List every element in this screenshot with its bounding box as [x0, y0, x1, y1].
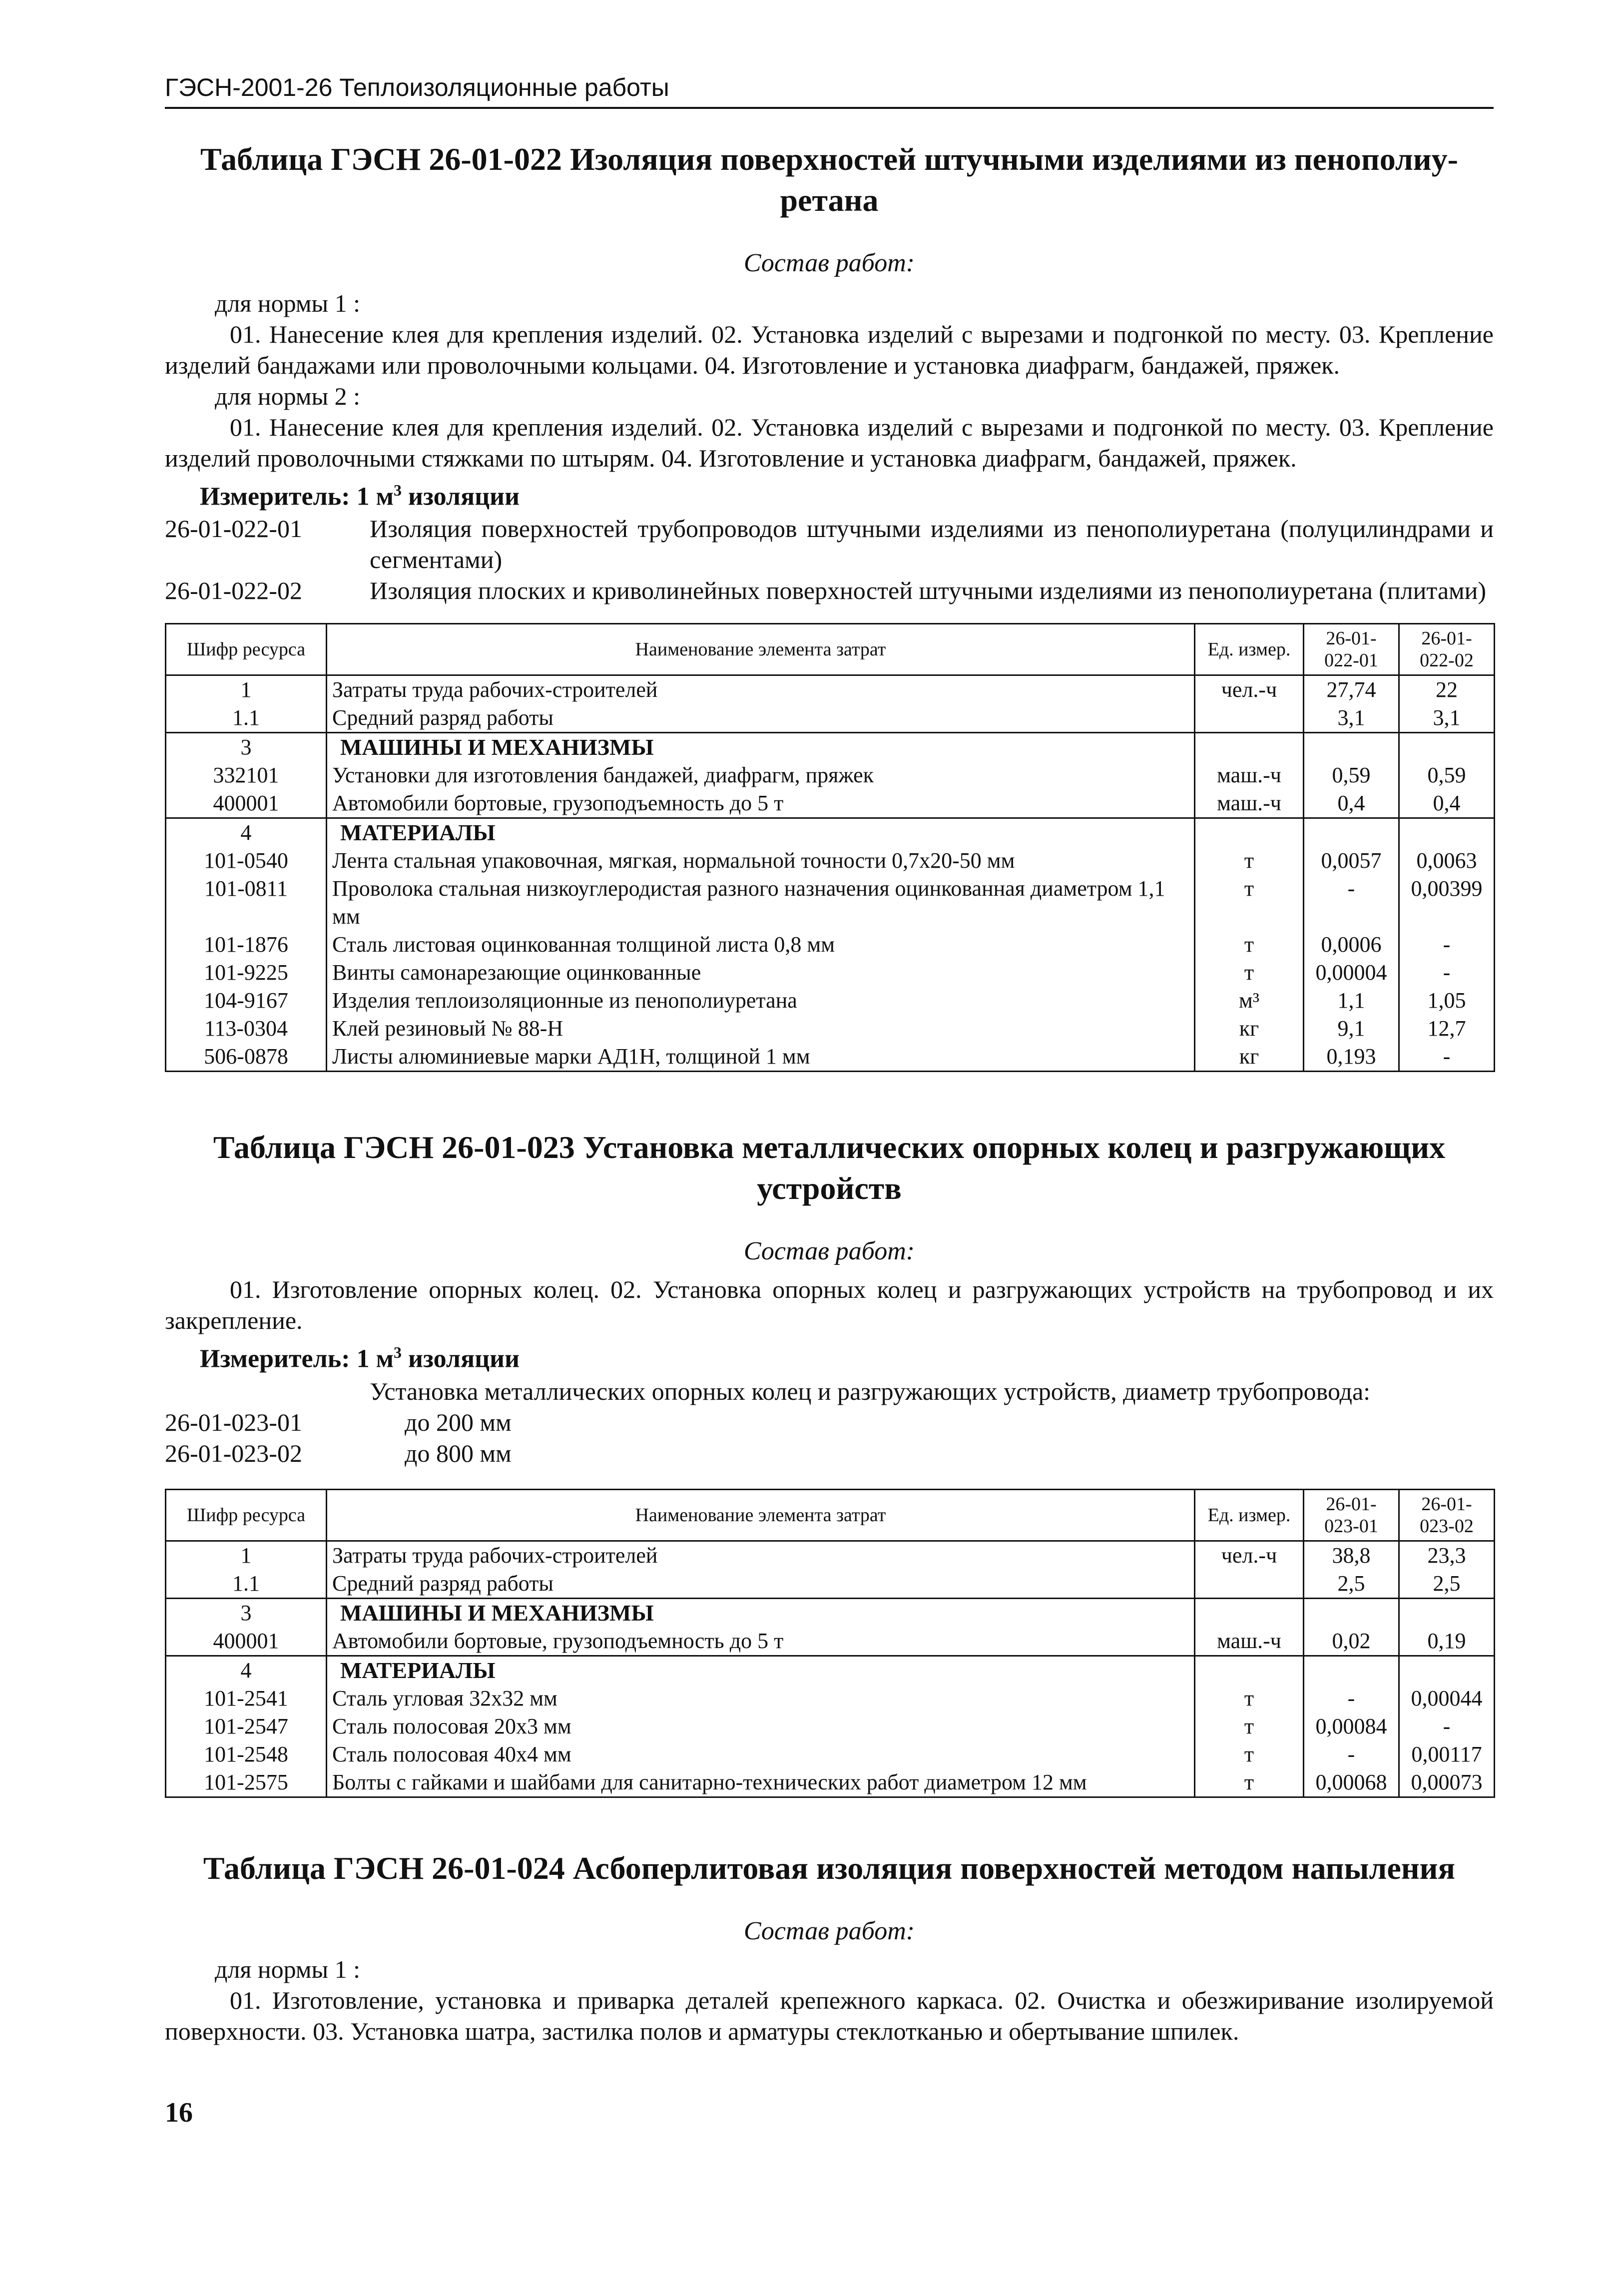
cell-norm2: -: [1399, 1043, 1495, 1072]
cell-norm1: [1304, 1598, 1399, 1627]
table-row: [166, 1740, 1495, 1768]
cell-unit: [1195, 733, 1304, 762]
cell-code: 1: [166, 675, 327, 704]
cell-code: 101-2548: [166, 1740, 327, 1768]
cell-section-title: МАШИНЫ И МЕХАНИЗМЫ: [327, 733, 1195, 762]
cell-name: Винты самонарезающие оцинкованные: [327, 959, 1195, 987]
document-page: [165, 70, 1494, 2129]
table-023-title-line1: Таблица ГЭСН 26-01-023 Установка металлических опорных колец и разгружающих: [213, 1130, 1446, 1165]
cell-norm1: 0,193: [1304, 1043, 1399, 1072]
cell-norm1: 38,8: [1304, 1541, 1399, 1570]
table-022-measure: Измеритель: 1 $м^3$ изоляции: [200, 481, 520, 511]
cell-code: 332101: [166, 761, 327, 789]
cell-unit: [1195, 1656, 1304, 1685]
cell-norm1: 0,00068: [1304, 1768, 1399, 1797]
cell-norm1: [1304, 1656, 1399, 1685]
cell-code: 1.1: [166, 1570, 327, 1599]
cell-unit: т: [1195, 875, 1304, 931]
cell-norm1: [1304, 733, 1399, 762]
cell-name: Болты с гайками и шайбами для санитарно-технических работ диаметром 12 мм: [327, 1768, 1195, 1797]
cell-norm1: 3,1: [1304, 704, 1399, 733]
cell-unit: м³: [1195, 987, 1304, 1015]
cell-code: 101-9225: [166, 959, 327, 987]
cell-norm1: -: [1304, 1685, 1399, 1712]
cell-unit: т: [1195, 931, 1304, 959]
cell-norm2: -: [1399, 1712, 1495, 1740]
cell-norm2: 0,4: [1399, 789, 1495, 818]
cell-norm1: 0,00004: [1304, 959, 1399, 987]
norm-code-line: [165, 1407, 1494, 1438]
table-024-norm1-label: для нормы 1 :: [215, 1955, 361, 1983]
cell-norm1: 0,02: [1304, 1627, 1399, 1656]
cell-name: Средний разряд работы: [327, 1570, 1195, 1599]
table-023-code-list: [165, 1407, 1494, 1469]
cell-norm1: 1,1: [1304, 987, 1399, 1015]
cell-unit: т: [1195, 1712, 1304, 1740]
table-row: [166, 931, 1495, 959]
norm-description: до 800 мм: [405, 1439, 512, 1467]
table-row: [166, 1541, 1495, 1570]
cell-name: Листы алюминиевые марки АД1Н, толщиной 1 мм: [327, 1043, 1195, 1072]
cell-name: Изделия теплоизоляционные из пенополиуретана: [327, 987, 1195, 1015]
cell-code: 3: [166, 733, 327, 762]
cell-name: Сталь листовая оцинкованная толщиной листа 0,8 мм: [327, 931, 1195, 959]
table-022-norm2-text: 01. Нанесение клея для крепления изделий. 02. Установка изделий с вырезами и подгонкой по месту. 03. Крепление изделий проволочными стяжками по штырям. 04. Изготовление и установка диафрагм, бандажей, пряжек.: [165, 413, 1494, 472]
section-table-022: [165, 139, 1494, 1072]
table-row: [166, 1627, 1495, 1656]
table-022-header-row: [166, 624, 1495, 675]
cell-name: Лента стальная упаковочная, мягкая, нормальной точности 0,7х20-50 мм: [327, 847, 1195, 875]
col-header-norm2: 26-01-023-02: [1399, 1489, 1495, 1541]
cell-code: 101-2547: [166, 1712, 327, 1740]
cell-norm2: 0,00073: [1399, 1768, 1495, 1797]
table-row: [166, 987, 1495, 1015]
cell-section-title: МАТЕРИАЛЫ: [327, 1656, 1195, 1685]
cell-norm1: 2,5: [1304, 1570, 1399, 1599]
col-header-name: Наименование элемента затрат: [327, 624, 1195, 675]
col-header-norm2: 26-01-022-02: [1399, 624, 1495, 675]
col-header-code: Шифр ресурса: [166, 624, 327, 675]
table-section-row: [166, 818, 1495, 847]
cell-code: 400001: [166, 1627, 327, 1656]
cell-norm2: -: [1399, 931, 1495, 959]
cell-norm2: 12,7: [1399, 1015, 1495, 1043]
cell-unit: кг: [1195, 1043, 1304, 1072]
cell-norm2: [1399, 1598, 1495, 1627]
norm-description: Изоляция поверхностей трубопроводов штучными изделиями из пенополиуретана (полуцилиндрами и сегментами): [370, 515, 1494, 574]
table-024-sostav-heading: Состав работ:: [743, 1916, 915, 1945]
cell-section-title: МАШИНЫ И МЕХАНИЗМЫ: [327, 1598, 1195, 1627]
cell-norm1: 0,0006: [1304, 931, 1399, 959]
page-number: 16: [165, 2097, 193, 2128]
cell-unit: [1195, 704, 1304, 733]
col-header-name: Наименование элемента затрат: [327, 1489, 1195, 1541]
cell-name: Проволока стальная низкоуглеродистая разного назначения оцинкованная диаметром 1,1 мм: [327, 875, 1195, 931]
cell-section-title: МАТЕРИАЛЫ: [327, 818, 1195, 847]
cell-norm2: 0,0063: [1399, 847, 1495, 875]
cell-code: 1: [166, 1541, 327, 1570]
cell-code: 506-0878: [166, 1043, 327, 1072]
table-023-title-line2: устройств: [757, 1170, 902, 1206]
table-022-title-line1: Таблица ГЭСН 26-01-022 Изоляция поверхностей штучными изделиями из пенополиу-: [200, 141, 1458, 177]
cell-norm2: 0,00117: [1399, 1740, 1495, 1768]
cell-code: 101-0811: [166, 875, 327, 931]
table-022-title-line2: ретана: [780, 182, 879, 218]
cell-norm1: 9,1: [1304, 1015, 1399, 1043]
cell-unit: [1195, 818, 1304, 847]
table-023-sostav-heading: Состав работ:: [743, 1237, 915, 1266]
cell-norm2: 3,1: [1399, 704, 1495, 733]
table-023-header-row: [166, 1489, 1495, 1541]
col-header-norm1: 26-01-023-01: [1304, 1489, 1399, 1541]
cell-name: Автомобили бортовые, грузоподъемность до 5 т: [327, 1627, 1195, 1656]
table-022-title: [165, 139, 1494, 221]
cell-unit: т: [1195, 1685, 1304, 1712]
cell-norm2: 2,5: [1399, 1570, 1495, 1599]
norm-code-line: [165, 575, 1494, 606]
table-023-title: [165, 1127, 1494, 1209]
cell-code: 4: [166, 1656, 327, 1685]
table-022-norm1-label: для нормы 1 :: [215, 289, 361, 317]
cell-code: 101-1876: [166, 931, 327, 959]
section-table-024: [165, 1848, 1494, 2047]
table-row: [166, 1570, 1495, 1599]
table-row: [166, 704, 1495, 733]
table-024-title: Таблица ГЭСН 26-01-024 Асбоперлитовая изоляция поверхностей методом напыления: [203, 1850, 1456, 1886]
cell-norm2: 23,3: [1399, 1541, 1495, 1570]
cell-norm1: 0,0057: [1304, 847, 1399, 875]
col-header-unit: Ед. измер.: [1195, 624, 1304, 675]
table-row: [166, 761, 1495, 789]
cell-name: Затраты труда рабочих-строителей: [327, 675, 1195, 704]
cell-unit: т: [1195, 1740, 1304, 1768]
table-023-grid: [165, 1489, 1495, 1798]
section-table-023: [165, 1127, 1494, 1797]
table-row: [166, 675, 1495, 704]
cell-norm1: 0,00084: [1304, 1712, 1399, 1740]
cell-norm1: [1304, 818, 1399, 847]
col-header-code: Шифр ресурса: [166, 1489, 327, 1541]
cell-code: 104-9167: [166, 987, 327, 1015]
table-section-row: [166, 1656, 1495, 1685]
table-row: [166, 1685, 1495, 1712]
cell-unit: т: [1195, 847, 1304, 875]
col-header-unit: Ед. измер.: [1195, 1489, 1304, 1541]
table-024-norm1-text: 01. Изготовление, установка и приварка деталей крепежного каркаса. 02. Очистка и обезжиривание изолируемой поверхности. 03. Установка шатра, застилка полов и арматуры стеклотканью и обертывание шпилек.: [165, 1986, 1494, 2045]
cell-code: 4: [166, 818, 327, 847]
cell-norm2: [1399, 818, 1495, 847]
norm-code-line: [165, 1438, 1494, 1469]
running-header: ГЭСН-2001-26 Теплоизоляционные работы: [165, 70, 1494, 109]
norm-code: 26-01-022-01: [165, 515, 302, 543]
table-row: [166, 1043, 1495, 1072]
cell-norm1: -: [1304, 1740, 1399, 1768]
cell-norm1: 0,4: [1304, 789, 1399, 818]
cell-unit: маш.-ч: [1195, 1627, 1304, 1656]
cell-name: Средний разряд работы: [327, 704, 1195, 733]
cell-name: Установки для изготовления бандажей, диафрагм, пряжек: [327, 761, 1195, 789]
table-023-text: 01. Изготовление опорных колец. 02. Установка опорных колец и разгружающих устройств на трубопровод и их закрепление.: [165, 1275, 1494, 1335]
cell-code: 101-2541: [166, 1685, 327, 1712]
cell-code: 101-2575: [166, 1768, 327, 1797]
cell-unit: т: [1195, 1768, 1304, 1797]
table-022-code-list: [165, 513, 1494, 606]
cell-unit: т: [1195, 959, 1304, 987]
cell-unit: маш.-ч: [1195, 789, 1304, 818]
table-023-measure: Измеритель: 1 $м^3$ изоляции: [200, 1343, 520, 1373]
cell-norm2: 1,05: [1399, 987, 1495, 1015]
cell-code: 400001: [166, 789, 327, 818]
cell-unit: чел.-ч: [1195, 1541, 1304, 1570]
table-row: [166, 789, 1495, 818]
cell-norm2: 0,00399: [1399, 875, 1495, 931]
cell-norm2: 22: [1399, 675, 1495, 704]
cell-norm1: -: [1304, 875, 1399, 931]
norm-description: до 200 мм: [405, 1408, 512, 1436]
table-row: [166, 847, 1495, 875]
table-row: [166, 1712, 1495, 1740]
table-022-sostav-heading: Состав работ:: [743, 249, 915, 277]
cell-name: Сталь полосовая 20х3 мм: [327, 1712, 1195, 1740]
norm-description: Изоляция плоских и криволинейных поверхностей штучными изделиями из пенополиуретана (плитами): [370, 576, 1487, 605]
cell-unit: [1195, 1570, 1304, 1599]
cell-unit: чел.-ч: [1195, 675, 1304, 704]
cell-unit: [1195, 1598, 1304, 1627]
norm-code: 26-01-022-02: [165, 576, 302, 605]
table-row: [166, 1768, 1495, 1797]
table-023-intro: Установка металлических опорных колец и разгружающих устройств, диаметр трубопровода:: [370, 1377, 1371, 1405]
table-row: [166, 959, 1495, 987]
cell-code: 3: [166, 1598, 327, 1627]
cell-norm2: [1399, 1656, 1495, 1685]
table-022-grid: [165, 623, 1495, 1072]
cell-norm2: -: [1399, 959, 1495, 987]
cell-code: 101-0540: [166, 847, 327, 875]
cell-name: Сталь угловая 32х32 мм: [327, 1685, 1195, 1712]
cell-norm2: 0,19: [1399, 1627, 1495, 1656]
cell-norm2: 0,00044: [1399, 1685, 1495, 1712]
col-header-norm1: 26-01-022-01: [1304, 624, 1399, 675]
cell-unit: маш.-ч: [1195, 761, 1304, 789]
norm-code: 26-01-023-02: [165, 1439, 302, 1467]
cell-norm1: 27,74: [1304, 675, 1399, 704]
table-022-norm1-text: 01. Нанесение клея для крепления изделий. 02. Установка изделий с вырезами и подгонкой по месту. 03. Крепление изделий бандажами или проволочными кольцами. 04. Изготовление и установка диафрагм, бандажей, пряжек.: [165, 320, 1494, 379]
table-section-row: [166, 1598, 1495, 1627]
table-row: [166, 875, 1495, 931]
cell-name: Сталь полосовая 40х4 мм: [327, 1740, 1195, 1768]
cell-norm2: [1399, 733, 1495, 762]
cell-name: Затраты труда рабочих-строителей: [327, 1541, 1195, 1570]
cell-norm1: 0,59: [1304, 761, 1399, 789]
cell-code: 113-0304: [166, 1015, 327, 1043]
table-row: [166, 1015, 1495, 1043]
cell-name: Автомобили бортовые, грузоподъемность до 5 т: [327, 789, 1195, 818]
cell-norm2: 0,59: [1399, 761, 1495, 789]
cell-unit: кг: [1195, 1015, 1304, 1043]
norm-code: 26-01-023-01: [165, 1408, 302, 1436]
table-022-norm2-label: для нормы 2 :: [215, 382, 361, 410]
table-section-row: [166, 733, 1495, 762]
cell-name: Клей резиновый № 88-Н: [327, 1015, 1195, 1043]
cell-code: 1.1: [166, 704, 327, 733]
norm-code-line: [165, 513, 1494, 575]
